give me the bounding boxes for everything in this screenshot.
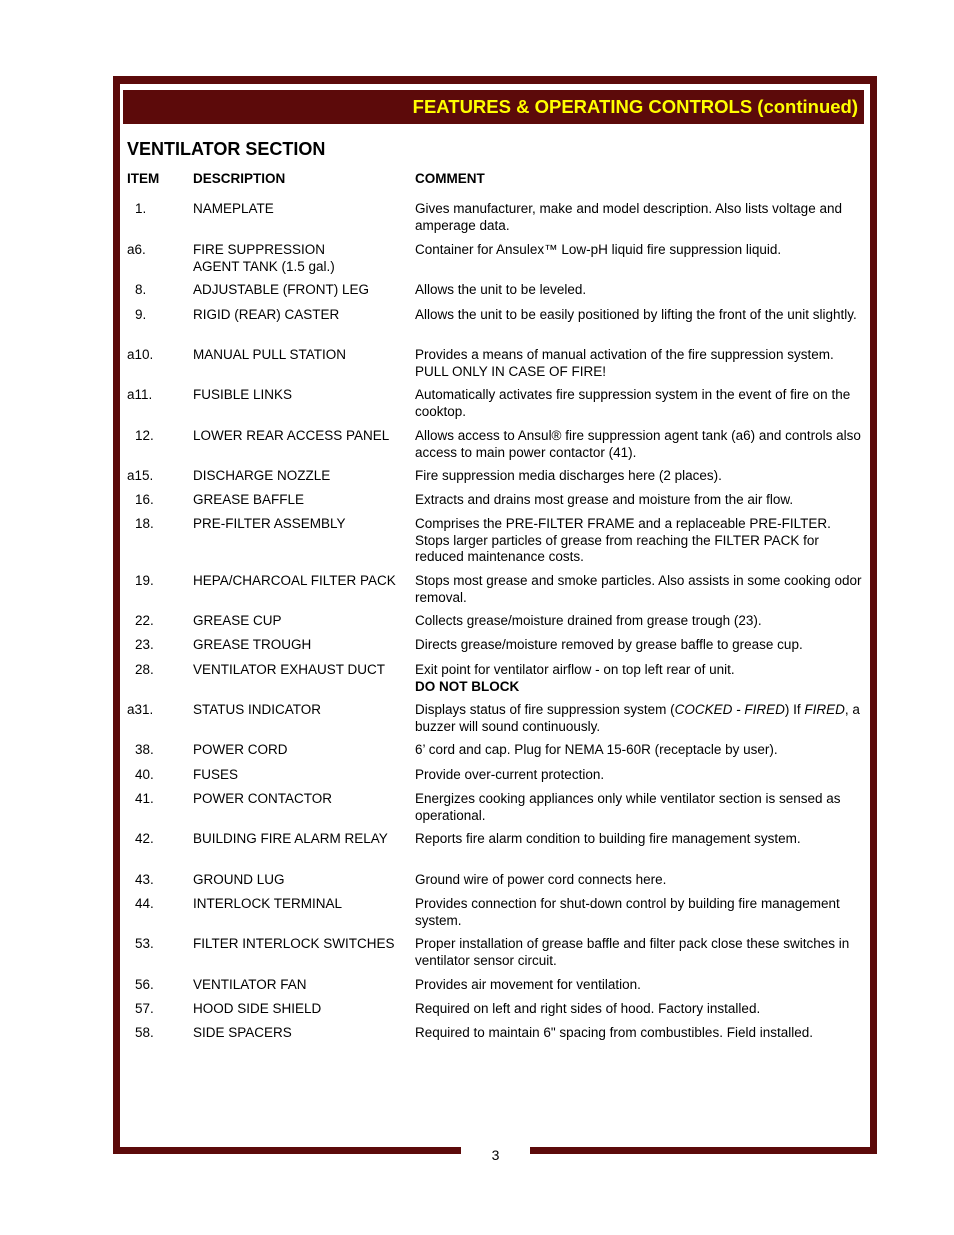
row-comment [415,201,862,234]
row-item-number: a11. [127,387,153,402]
row-comment [415,573,862,606]
comment-part: COCKED - FIRED [674,702,785,717]
row-description: INTERLOCK TERMINAL [193,896,343,911]
row-item-number: 43. [135,872,154,887]
row-description: PRE-FILTER ASSEMBLY [193,516,346,531]
table-row [127,936,862,969]
row-item-number: 44. [135,896,154,911]
row-comment [415,637,862,654]
comment-part: FIRED [804,702,845,717]
table-row [127,662,862,695]
comment-text: Proper installation of grease baffle and filter pack close these switches in ventilator sensor circuit. [415,936,850,968]
section-heading: VENTILATOR SECTION [127,139,326,159]
row-comment [415,702,862,735]
table-row [127,242,862,275]
table-row [127,1001,862,1018]
comment-text: Container for Ansulex™ Low-pH liquid fire suppression liquid. [415,242,782,257]
table-row [127,872,862,889]
row-description: HEPA/CHARCOAL FILTER PACK [193,573,396,588]
row-comment [415,242,862,275]
comment-text: Extracts and drains most grease and moisture from the air flow. [415,492,794,507]
row-description: HOOD SIDE SHIELD [193,1001,322,1016]
row-description: GROUND LUG [193,872,285,887]
row-comment [415,1001,862,1018]
page-title: FEATURES & OPERATING CONTROLS (continued) [412,96,858,117]
comment-text: Allows the unit to be easily positioned by lifting the front of the unit slightly. [415,307,857,322]
row-description: FILTER INTERLOCK SWITCHES [193,936,395,951]
row-comment [415,977,862,994]
comment-text: Ground wire of power cord connects here. [415,872,667,887]
row-item-number: 9. [135,307,147,322]
row-description: DISCHARGE NOZZLE [193,468,331,483]
row-comment [415,767,862,784]
row-description: GREASE TROUGH [193,637,312,652]
comment-text: Required to maintain 6" spacing from combustibles. Field installed. [415,1025,813,1040]
row-item-number: 8. [135,282,147,297]
title-bar [123,88,864,126]
row-description: GREASE BAFFLE [193,492,305,507]
row-comment [415,347,862,380]
table-row [127,637,862,654]
row-item-number: 23. [135,637,154,652]
row-item-number: a10. [127,347,154,362]
row-description: STATUS INDICATOR [193,702,322,717]
row-comment [415,936,862,969]
comment-text: Gives manufacturer, make and model description. Also lists voltage and amperage data. [415,201,842,233]
comment-text: Comprises the PRE-FILTER FRAME and a replaceable PRE-FILTER. Stops larger particles of grease from reaching the FILTER PACK for reduced maintenance costs. [415,516,831,564]
table-row [127,977,862,994]
row-description: FUSIBLE LINKS [193,387,293,402]
comment-text: Allows the unit to be leveled. [415,282,587,297]
row-description: SIDE SPACERS [193,1025,292,1040]
row-item-number: 12. [135,428,154,443]
row-description: MANUAL PULL STATION [193,347,347,362]
row-comment [415,307,862,324]
row-item-number: 38. [135,742,154,757]
row-comment [415,662,862,695]
row-description: POWER CORD [193,742,288,757]
row-comment [415,896,862,929]
comment-text: Energizes cooking appliances only while ventilator section is sensed as operational. [415,791,841,823]
row-description: FIRE SUPPRESSION AGENT TANK (1.5 gal.) [193,242,335,274]
table-row [127,516,862,566]
comment-text: Provides connection for shut-down control by building fire management system. [415,896,840,928]
row-comment [415,282,862,299]
table-row [127,307,862,324]
comment-text: Directs grease/moisture removed by grease baffle to grease cup. [415,637,803,652]
comment-part: , a buzzer will sound continuously. [415,702,860,734]
row-item-number: a31. [127,702,154,717]
row-item-number: 42. [135,831,154,846]
row-comment [415,468,862,485]
row-item-number: 28. [135,662,154,677]
table-row [127,742,862,759]
row-item-number: 40. [135,767,154,782]
table-row [127,573,862,606]
table-row [127,767,862,784]
comment-part: Displays status of fire suppression system ( [415,702,675,717]
row-item-number: 18. [135,516,154,531]
table-row [127,702,862,735]
comment-text: Provide over-current protection. [415,767,605,782]
row-description: VENTILATOR EXHAUST DUCT [193,662,386,677]
row-item-number: 57. [135,1001,154,1016]
column-header-item: ITEM [127,171,160,186]
comment-text: Required on left and right sides of hood. Factory installed. [415,1001,761,1016]
comment-part: ) If [784,702,805,717]
table-row [127,347,862,380]
row-item-number: 22. [135,613,154,628]
comment-text: 6’ cord and cap. Plug for NEMA 15-60R (receptacle by user). [415,742,778,757]
comment-text: Exit point for ventilator airflow - on top left rear of unit. [415,662,735,677]
comment-text: Collects grease/moisture drained from grease trough (23). [415,613,762,628]
column-header-comment: COMMENT [415,171,485,186]
row-item-number: 16. [135,492,154,507]
row-item-number: a15. [127,468,154,483]
table-row [127,387,862,420]
row-item-number: 58. [135,1025,154,1040]
row-description: ADJUSTABLE (FRONT) LEG [193,282,370,297]
row-description: BUILDING FIRE ALARM RELAY [193,831,388,846]
table-row [127,896,862,929]
row-comment [415,831,862,848]
table-row [127,468,862,485]
comment-text: Provides air movement for ventilation. [415,977,641,992]
row-comment [415,516,862,566]
row-item-number: a6. [127,242,146,257]
row-description: GREASE CUP [193,613,282,628]
comment-text: Provides a means of manual activation of the fire suppression system. PULL ONLY IN CASE OF FIRE! [415,347,834,379]
row-comment [415,791,862,824]
table-row [127,428,862,461]
row-comment [415,872,862,889]
row-description: POWER CONTACTOR [193,791,333,806]
table-row [127,831,862,848]
row-description: NAMEPLATE [193,201,274,216]
table-row [127,201,862,234]
row-item-number: 1. [135,201,147,216]
comment-text: Stops most grease and smoke particles. Also assists in some cooking odor removal. [415,573,862,605]
column-header-description: DESCRIPTION [193,171,286,186]
row-comment [415,492,862,509]
table-row [127,492,862,509]
table-row [127,613,862,630]
table-row [127,1025,862,1042]
row-comment [415,428,862,461]
row-item-number: 19. [135,573,154,588]
row-description: LOWER REAR ACCESS PANEL [193,428,390,443]
comment-warning: DO NOT BLOCK [415,678,520,694]
row-item-number: 53. [135,936,154,951]
comment-text: Fire suppression media discharges here (2 places). [415,468,722,483]
table-row [127,791,862,824]
row-description: RIGID (REAR) CASTER [193,307,340,322]
row-item-number: 41. [135,791,154,806]
table-row [127,282,862,299]
row-comment [415,742,862,759]
row-description: VENTILATOR FAN [193,977,307,992]
comment-text: Reports fire alarm condition to building fire management system. [415,831,801,846]
row-comment [415,1025,862,1042]
comment-text: Automatically activates fire suppression system in the event of fire on the cooktop. [415,387,851,419]
row-item-number: 56. [135,977,154,992]
row-comment [415,613,862,630]
row-description: FUSES [193,767,239,782]
row-comment [415,387,862,420]
comment-text: Allows access to Ansul® fire suppression agent tank (a6) and controls also access to main power contactor (41). [415,428,861,460]
page-number: 3 [491,1147,500,1163]
